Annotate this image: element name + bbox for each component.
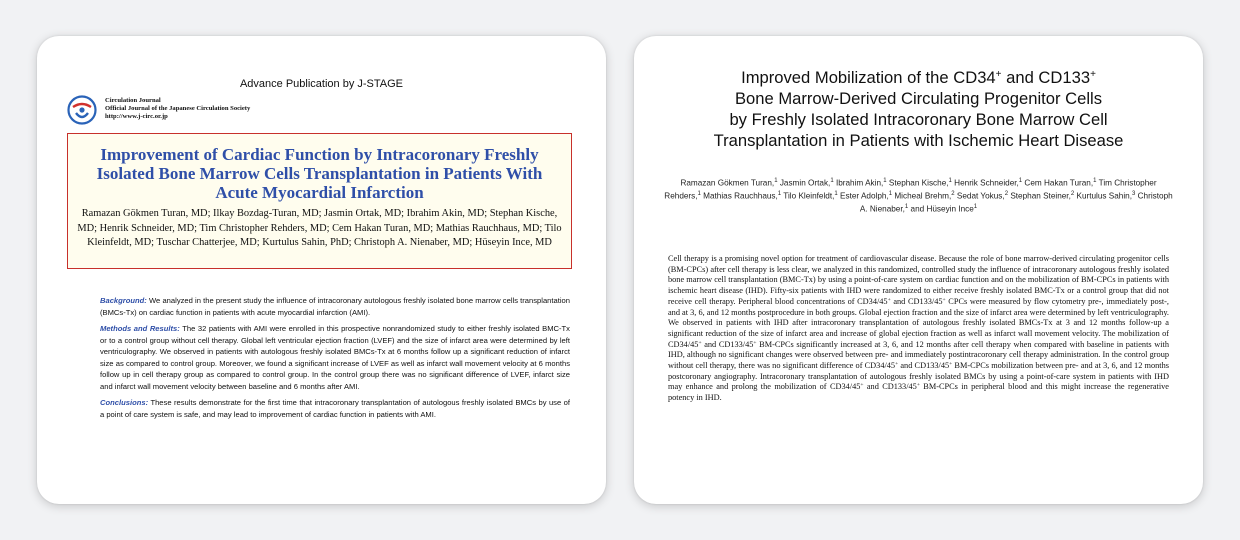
abstract-text: and CD133/45: [890, 296, 943, 306]
journal-name: Circulation Journal: [105, 97, 161, 104]
abstract-superscript: +: [698, 339, 702, 346]
author-affiliation: 1: [883, 178, 887, 184]
author-name: Ramazan Gökmen Turan,: [680, 178, 775, 188]
abstract-superscript: +: [860, 382, 864, 389]
author-affiliation: 1: [904, 204, 909, 211]
author-name: Sedat Yokus,: [956, 191, 1005, 201]
abstract: [668, 254, 1169, 404]
paper-title: Improvement of Cardiac Function by Intracoronary Freshly Isolated Bone Marrow Cells Transplantation in Patients With Acute Myocardial Infarction: [96, 145, 543, 202]
title-text: Bone Marrow-Derived Circulating Progenitor Cells: [734, 89, 1103, 108]
abstract-paragraph-methods: [100, 323, 570, 392]
author-affiliation: 1: [777, 191, 782, 198]
author-affiliation: 3: [1132, 191, 1136, 198]
author-name: Cem Hakan Turan,: [1024, 178, 1094, 188]
author-affiliation: 1: [1018, 178, 1023, 184]
title-text: and CD133: [1001, 68, 1091, 87]
title-text: by Freshly Isolated Intracoronary Bone Marrow Cell: [729, 110, 1108, 129]
abstract-text: BM-CPCs in peripheral blood and this might increase the regenerative potency in IHD.: [668, 382, 1169, 403]
author-affiliation: 2: [951, 191, 955, 198]
author-affiliation: 1: [774, 178, 778, 184]
author-name: Ester Adolph,: [840, 191, 889, 201]
paper-authors: [662, 176, 1175, 216]
journal-header: [67, 95, 250, 125]
abstract-heading: Background:: [100, 296, 147, 305]
left-paper-card: [37, 36, 606, 504]
journal-url: http://www.j-circ.or.jp: [105, 112, 168, 120]
abstract-superscript: +: [895, 361, 899, 368]
journal-society: Official Journal of the Japanese Circulation Society: [105, 104, 251, 112]
paper-authors: Ramazan Gökmen Turan, MD; Ilkay Bozdag-Turan, MD; Jasmin Ortak, MD; Ibrahim Akin, MD; Stephan Kische, MD; Henrik Schneider, MD; Tim Christopher Rehders, MD; Cem Hakan Turan, MD; Mathias Rauchhaus, MD; Tilo Kleinfeldt, MD; Tuschar Chatterjee, MD; Kurtulus Sahin, PhD; Christoph A. Nienaber, MD; Hüseyin Ince, MD: [77, 208, 562, 248]
title-text: Improved Mobilization of the CD34: [741, 68, 996, 87]
author-name: Micheal Brehm,: [894, 191, 952, 201]
abstract-text: and CD133/45: [863, 382, 917, 392]
abstract-superscript: +: [887, 296, 891, 303]
abstract-text: These results demonstrate for the first time that intracoronary transplantation of autologous freshly isolated BMCs by use of a point of care system is safe, and may lead to improvement of cardiac function in patients with AMI.: [100, 398, 570, 419]
journal-info: [105, 97, 250, 120]
author-name: Ibrahim Akin,: [835, 178, 884, 188]
title-superscript: +: [995, 69, 1002, 80]
author-name: Christoph A. Nienaber,: [859, 191, 1173, 215]
author-name: Mathias Rauchhaus,: [703, 191, 778, 201]
circulation-journal-logo-icon: [67, 95, 97, 125]
abstract: [100, 295, 570, 425]
title-superscript: +: [1090, 69, 1096, 80]
abstract-heading: Conclusions:: [100, 398, 149, 407]
abstract-paragraph-background: [100, 295, 570, 318]
abstract-text: BM-CPCs significantly increased at 3, 6, and 12 months after cell therapy when compared with baseline in patients with IHD, although no significant changes were observed between pre- and immediately postintracoronary cell therapy administration. In the control group without cell therapy, there was no significant difference of CD34/45: [668, 339, 1169, 371]
author-affiliation: 1: [830, 178, 834, 184]
right-paper-card: [634, 36, 1203, 504]
author-affiliation: 1: [1093, 178, 1097, 184]
abstract-text: The 32 patients with AMI were enrolled in this prospective nonrandomized study to either freshly isolated BMC-Tx or to a control group without cell therapy. Global left ventricular ejection fraction (LVEF) and the size of infarct area were determined by left ventriculography. We observed in patients with autologous freshly isolated BMCs-Tx at 6 months follow up a significant reduction of infarct size as compared to control group. Moreover, we found a significant increase of LVEF as well as infarct wall movement velocity at 6 months follow up in cell therapy group as compared to control group. In the control group there was no significant difference of LVEF, infarct size and infarct wall movement velocity between baseline and 6 months after AMI.: [100, 324, 570, 391]
author-affiliation: 1: [888, 191, 893, 198]
author-name: Tim Christopher Rehders,: [664, 178, 1157, 201]
author-affiliation: 2: [1004, 191, 1009, 198]
author-affiliation: 1: [834, 191, 838, 198]
abstract-heading: Methods and Results:: [100, 324, 180, 333]
author-affiliation: 2: [1070, 191, 1075, 198]
advance-publication-label: Advance Publication by J-STAGE: [239, 78, 404, 90]
title-text: Transplantation in Patients with Ischemic Heart Disease: [713, 131, 1124, 150]
abstract-text: We analyzed in the present study the influence of intracoronary autologous freshly isolated bone marrow cells transplantation (BMCs-Tx) on cardiac function in patients with acute myocardial infarction (AMI).: [100, 296, 570, 317]
author-affiliation: 1: [697, 191, 701, 198]
abstract-superscript: +: [753, 339, 757, 346]
abstract-text: CPCs were measured by flow cytometry pre-, immediately post-, and at 3, 6, and 12 months postprocedure in both groups. Global ejection fraction and the size of infarct area were determined by left ventriculography. We observed in patients with IHD after intracoronary transplantation of autologous freshly isolated BMCs-Tx at 3 and 12 months follow-up a significant reduction of the size of infarct area and increase of global ejection fraction as well as infarct wall movement velocity. The mobilization of CD34/45: [668, 296, 1170, 349]
author-name: Tilo Kleinfeldt,: [783, 191, 835, 201]
paper-title-box: [67, 133, 572, 269]
author-affiliation: 1: [948, 178, 952, 184]
author-name: Stephan Kische,: [888, 178, 949, 188]
author-name: Henrik Schneider,: [954, 178, 1019, 188]
abstract-superscript: +: [916, 382, 920, 389]
author-name: and Hüseyin Ince: [910, 205, 974, 215]
abstract-superscript: +: [949, 361, 953, 368]
author-affiliation: 1: [973, 204, 978, 211]
abstract-paragraph-conclusions: [100, 397, 570, 420]
abstract-text: and CD133/45: [701, 339, 754, 349]
author-name: Kurtulus Sahin,: [1076, 191, 1133, 201]
paper-title: [664, 64, 1173, 151]
abstract-text: and CD133/45: [898, 361, 950, 371]
abstract-superscript: +: [942, 296, 946, 303]
author-name: Jasmin Ortak,: [779, 178, 831, 188]
abstract-text: Cell therapy is a promising novel option for treatment of cardiovascular disease. Because the role of bone marrow-derived circulating progenitor cells (BM-CPCs) after cell therapy is less clear, we analyzed in this randomized, controlled study the influence of intracoronary autologous freshly isolated bone marrow cell transplantation (BMC-Tx) by using a point-of-care system on cardiac function and on the mobilization of BM-CPCs in patients with ischemic heart disease (IHD). Fifty-six patients with IHD were randomized to either receive freshly isolated BMC-Tx or a control group that did not receive cell therapy. Peripheral blood concentrations of CD34/45: [668, 254, 1169, 306]
author-name: Stephan Steiner,: [1010, 191, 1071, 201]
abstract-text: BM-CPCs mobilization between pre- and at 3, 6, and 12 months postcoronary angiography. Intracoronary transplantation of autologous freshly isolated BMCs by using a point-of-care system in patients with IHD may enhance and prolong the mobilization of CD34/45: [668, 361, 1169, 392]
